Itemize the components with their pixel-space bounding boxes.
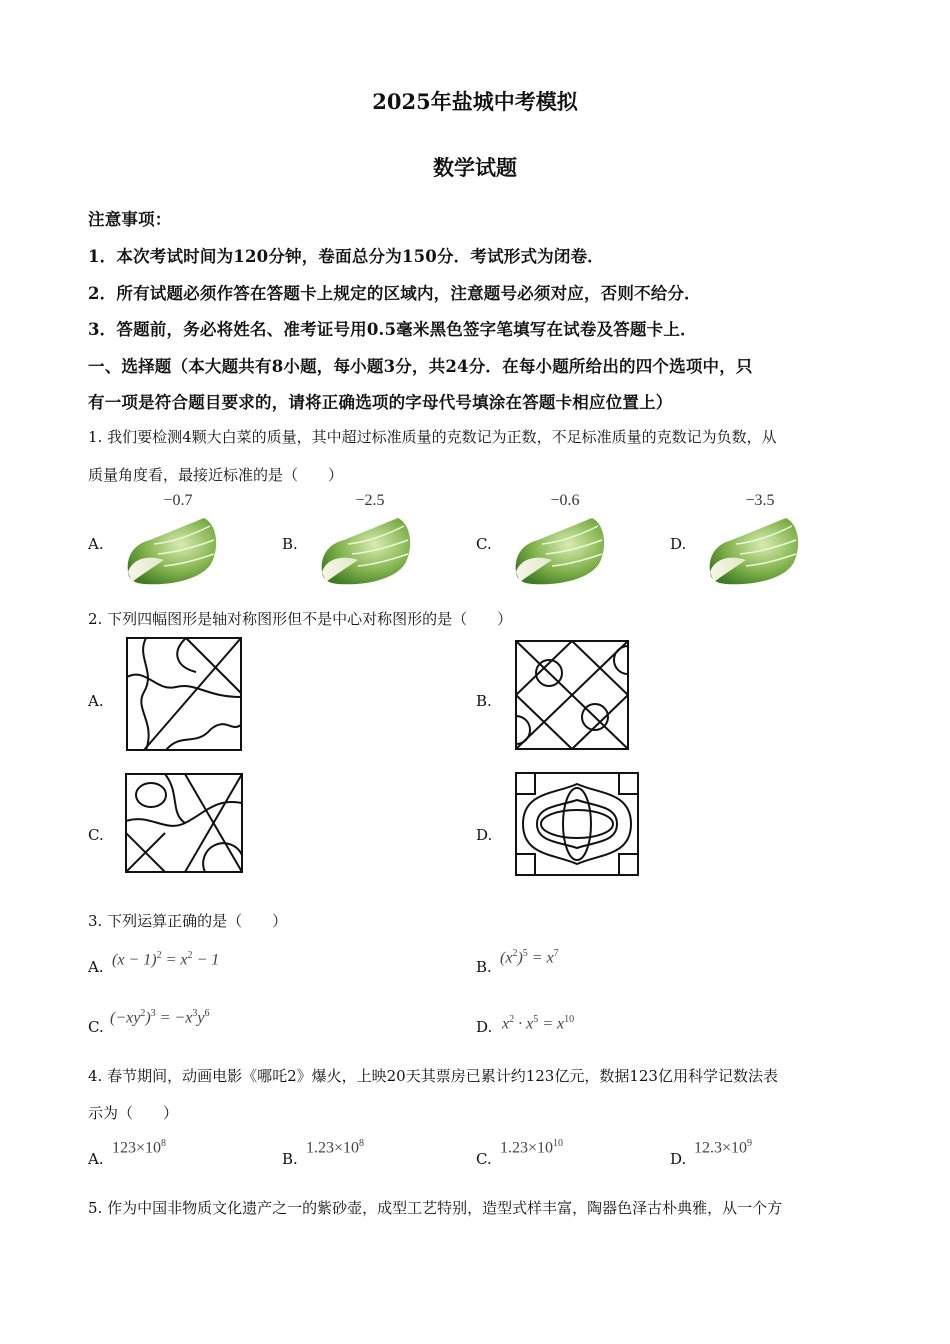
cabbage-image-b — [318, 514, 414, 588]
q4-a-exp: 8 — [161, 1138, 167, 1149]
q4-b-mant: 1.23×10 — [306, 1139, 360, 1157]
q1-option-c-value: −0.6 — [550, 492, 580, 509]
q3-option-c-letter[interactable]: C. — [88, 1018, 104, 1036]
q3-option-a-expr — [112, 950, 219, 969]
q3-a-base: (x − 1) — [112, 951, 157, 969]
q3-option-d-letter[interactable]: D. — [476, 1018, 493, 1036]
q3-c-exp1: 3 — [150, 1008, 156, 1019]
q3-b-exp-in: 2 — [512, 948, 518, 959]
q3-text: 3. 下列运算正确的是（ ） — [88, 912, 288, 930]
q4-d-mant: 12.3×10 — [694, 1139, 748, 1157]
q3-b-close: ) — [517, 949, 523, 967]
q3-option-b-letter[interactable]: B. — [476, 958, 492, 976]
q4-option-a-expr — [112, 1138, 166, 1157]
q3-a-rhs: = x — [165, 951, 188, 969]
q3-a-exp2: 2 — [187, 950, 193, 961]
q4-b-exp: 8 — [359, 1138, 365, 1149]
q1-option-a-letter[interactable]: A. — [88, 535, 104, 553]
exam-title: 2025年盐城中考模拟 — [372, 89, 578, 114]
notice-item-1: 1．本次考试时间为120分钟，卷面总分为150分．考试形式为闭卷． — [88, 247, 604, 266]
q4-option-c-expr — [500, 1138, 563, 1157]
q1-line1: 1. 我们要检测4颗大白菜的质量，其中超过标准质量的克数记为正数，不足标准质量的克数记为负数，从 — [88, 428, 777, 446]
q3-option-a-letter[interactable]: A. — [88, 958, 104, 976]
q4-a-mant: 123×10 — [112, 1139, 162, 1157]
q2-option-d-letter[interactable]: D. — [476, 826, 493, 844]
q2-option-c-letter[interactable]: C. — [88, 826, 104, 844]
q3-c-close: ) — [145, 1009, 151, 1027]
notice-item-3: 3．答题前，务必将姓名、准考证号用0.5毫米黑色签字笔填写在试卷及答题卡上． — [88, 320, 697, 339]
cabbage-image-d — [706, 514, 802, 588]
q3-c-base: (−xy — [110, 1009, 141, 1027]
q2-figure-b — [515, 640, 629, 750]
q2-option-a-letter[interactable]: A. — [88, 692, 104, 710]
q4-option-b-expr — [306, 1138, 364, 1157]
q4-option-c-letter[interactable]: C. — [476, 1150, 492, 1168]
q4-d-exp: 9 — [747, 1138, 753, 1149]
q4-line2: 示为（ ） — [88, 1104, 179, 1122]
q3-c-mid: y — [197, 1009, 205, 1027]
q3-b-exp2: 7 — [553, 948, 559, 959]
notice-heading: 注意事项： — [88, 210, 172, 229]
q3-d-exp2: 5 — [533, 1014, 539, 1025]
q2-option-b-letter[interactable]: B. — [476, 692, 492, 710]
q1-option-c-letter[interactable]: C. — [476, 535, 492, 553]
q3-c-rhs: = −x — [159, 1009, 193, 1027]
q3-option-d-expr — [502, 1014, 574, 1033]
q3-d-exp3: 10 — [564, 1014, 575, 1025]
q4-option-d-letter[interactable]: D. — [670, 1150, 687, 1168]
q4-option-a-letter[interactable]: A. — [88, 1150, 104, 1168]
q1-option-d-letter[interactable]: D. — [670, 535, 687, 553]
q3-option-c-expr — [110, 1008, 209, 1027]
q3-c-exp-in: 2 — [140, 1008, 146, 1019]
q2-figure-c — [125, 773, 243, 873]
q1-option-b-value: −2.5 — [355, 492, 385, 509]
q3-d-rhs: = x — [538, 1015, 565, 1033]
q2-figure-a — [126, 637, 242, 751]
q3-b-exp1: 5 — [522, 948, 528, 959]
q4-option-b-letter[interactable]: B. — [282, 1150, 298, 1168]
q3-d-base: x — [502, 1015, 510, 1033]
q3-d-mid: · x — [514, 1015, 534, 1033]
q4-c-exp: 10 — [553, 1138, 564, 1149]
q1-option-a-value: −0.7 — [163, 492, 193, 509]
exam-subtitle: 数学试题 — [433, 155, 517, 180]
q5-line1: 5. 作为中国非物质文化遗产之一的紫砂壶，成型工艺特别，造型式样丰富，陶器色泽古朴典雅，从一个方 — [88, 1199, 783, 1217]
q4-c-mant: 1.23×10 — [500, 1139, 554, 1157]
q2-text: 2. 下列四幅图形是轴对称图形但不是中心对称图形的是（ ） — [88, 610, 513, 628]
q4-line1: 4. 春节期间，动画电影《哪吒2》爆火，上映20天其票房已累计约123亿元，数据123亿用科学记数法表 — [88, 1067, 778, 1085]
section1-line1: 一、选择题（本大题共有8小题，每小题3分，共24分．在每小题所给出的四个选项中，只 — [88, 357, 753, 376]
q3-d-exp1: 2 — [509, 1014, 515, 1025]
q1-line2: 质量角度看，最接近标准的是（ ） — [88, 466, 344, 484]
q1-option-b-letter[interactable]: B. — [282, 535, 298, 553]
q2-figure-d — [515, 772, 639, 876]
q3-a-exp1: 2 — [156, 950, 162, 961]
q3-c-exp3: 6 — [204, 1008, 210, 1019]
section1-line2: 有一项是符合题目要求的，请将正确选项的字母代号填涂在答题卡相应位置上） — [88, 393, 673, 412]
q3-b-rhs: = x — [531, 949, 554, 967]
notice-item-2: 2．所有试题必须作答在答题卡上规定的区域内，注意题号必须对应，否则不给分． — [88, 284, 701, 303]
q3-c-exp2: 3 — [192, 1008, 198, 1019]
cabbage-image-c — [512, 514, 608, 588]
cabbage-image-a — [124, 514, 220, 588]
q3-b-base: (x — [500, 949, 513, 967]
q3-a-tail: − 1 — [192, 951, 220, 969]
q1-option-d-value: −3.5 — [745, 492, 775, 509]
q4-option-d-expr — [694, 1138, 752, 1157]
q3-option-b-expr — [500, 948, 559, 967]
